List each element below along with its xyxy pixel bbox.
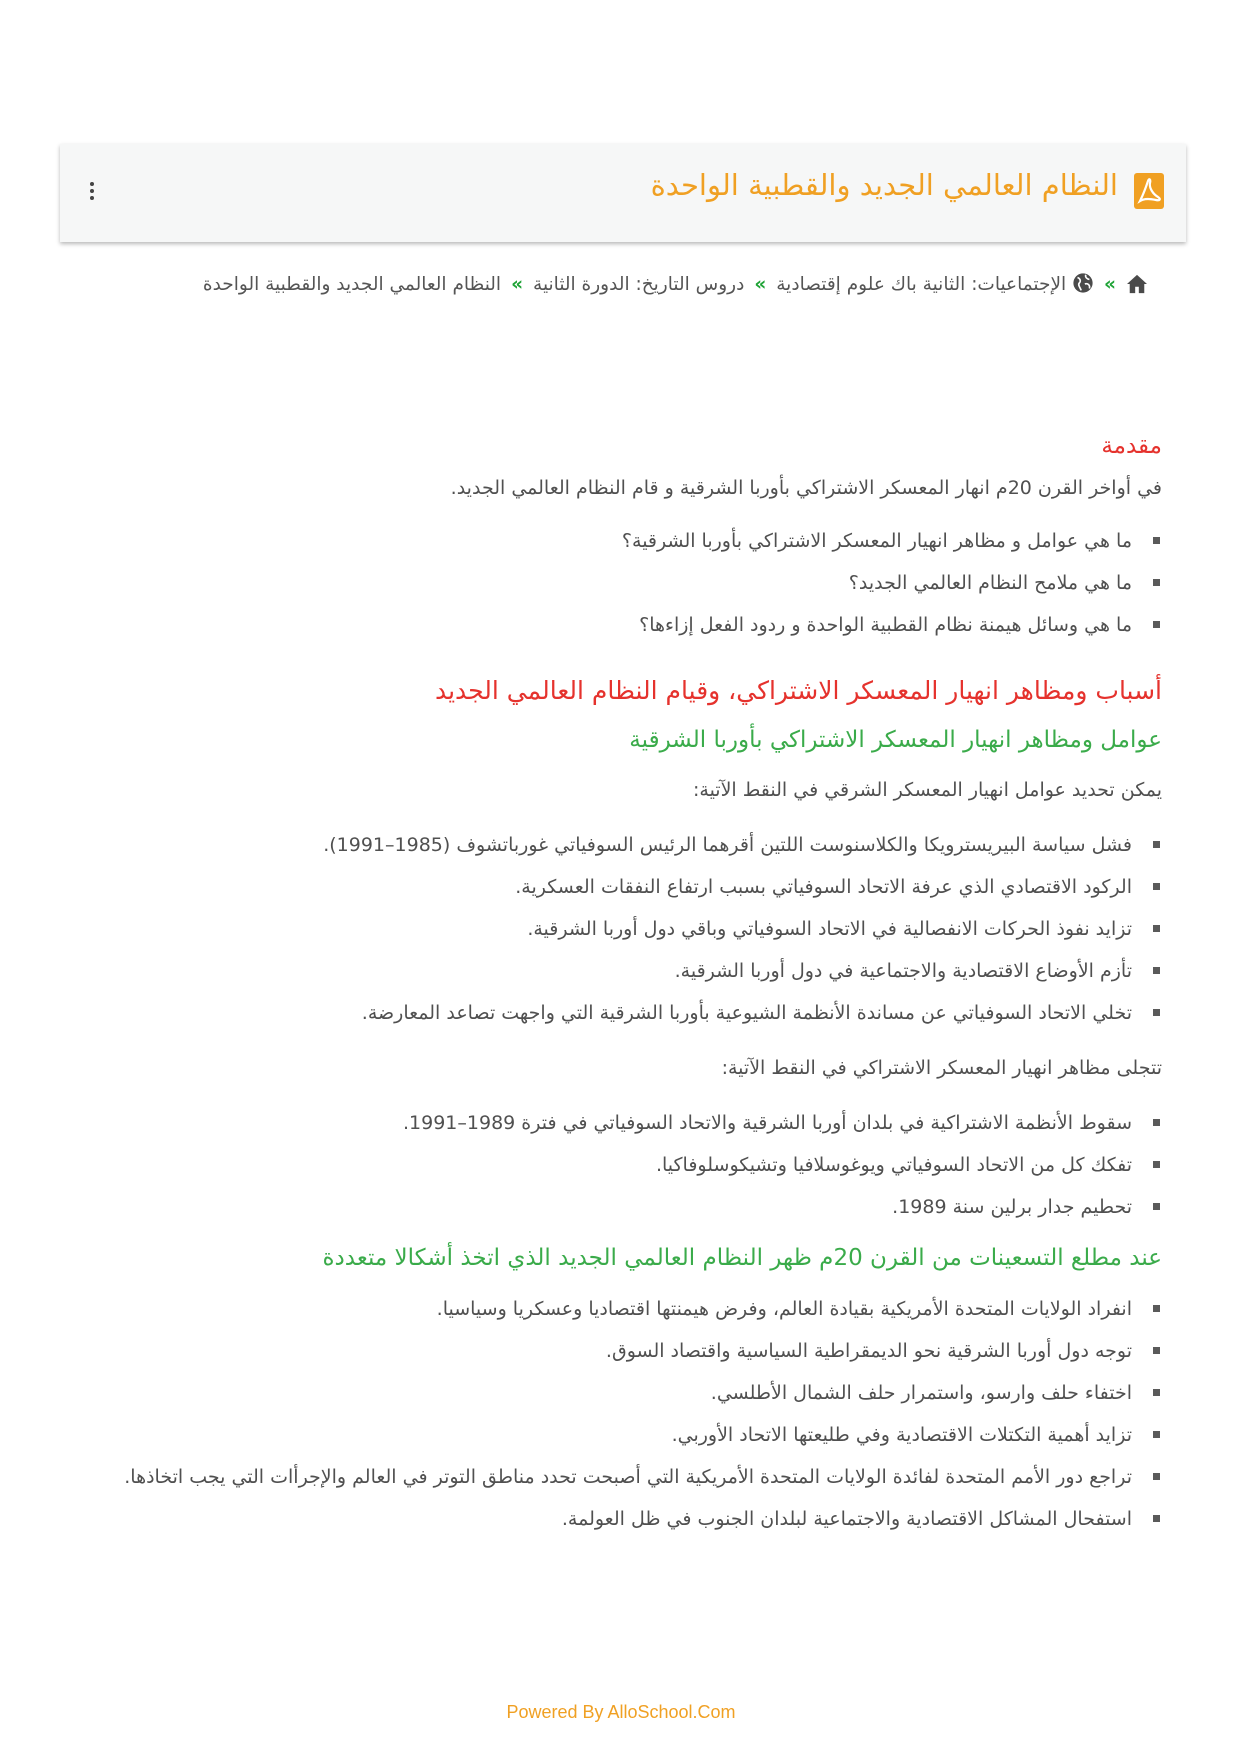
section2-list [77, 1288, 1162, 1540]
breadcrumb-separator: » [1104, 274, 1116, 295]
list-item: تزايد نفوذ الحركات الانفصالية في الاتحاد السوفياتي وباقي دول أوربا الشرقية. [77, 908, 1132, 950]
breadcrumb-item-current: النظام العالمي الجديد والقطبية الواحدة [202, 274, 502, 295]
list-item: توجه دول أوربا الشرقية نحو الديمقراطية السياسية واقتصاد السوق. [77, 1330, 1132, 1372]
list-item: تحطيم جدار برلين سنة 1989. [77, 1186, 1132, 1228]
list-item: فشل سياسة البيريسترويكا والكلاسنوست اللتين أقرهما الرئيس السوفياتي غورباتشوف (1985–1991). [77, 824, 1132, 866]
list-item: سقوط الأنظمة الاشتراكية في بلدان أوربا الشرقية والاتحاد السوفياتي في فترة 1989–1991. [77, 1102, 1132, 1144]
intro-text: في أواخر القرن 20م انهار المعسكر الاشتراكي بأوربا الشرقية و قام النظام العالمي الجديد. [450, 477, 1162, 499]
breadcrumb-separator: » [754, 274, 767, 295]
list-item: تزايد أهمية التكتلات الاقتصادية وفي طليعتها الاتحاد الأوربي. [77, 1414, 1132, 1456]
list-item: الركود الاقتصادي الذي عرفة الاتحاد السوفياتي بسبب ارتفاع النفقات العسكرية. [77, 866, 1132, 908]
list-item: تراجع دور الأمم المتحدة لفائدة الولايات المتحدة الأمريكية التي أصبحت تحدد مناطق التوتر في العالم والإجرأات التي يجب اتخاذها. [77, 1456, 1132, 1498]
list-item: تفكك كل من الاتحاد السوفياتي ويوغوسلافيا وتشيكوسلوفاكيا. [77, 1144, 1132, 1186]
list-item: ما هي ملامح النظام العالمي الجديد؟ [77, 562, 1132, 604]
page-title: النظام العالمي الجديد والقطبية الواحدة [650, 168, 1118, 202]
section2-heading: عند مطلع التسعينات من القرن 20م ظهر النظام العالمي الجديد الذي اتخذ أشكالا متعددة [322, 1245, 1162, 1271]
pdf-icon[interactable] [1134, 173, 1164, 209]
section1-heading: أسباب ومظاهر انهيار المعسكر الاشتراكي، وقيام النظام العالمي الجديد [434, 676, 1162, 705]
more-options-icon[interactable] [88, 182, 96, 204]
page-header [60, 144, 1186, 242]
breadcrumb-separator: » [511, 274, 524, 295]
list-item: ما هي عوامل و مظاهر انهيار المعسكر الاشتراكي بأوربا الشرقية؟ [77, 520, 1132, 562]
intro-questions-list [77, 520, 1162, 646]
list-item: تأزم الأوضاع الاقتصادية والاجتماعية في دول أوربا الشرقية. [77, 950, 1132, 992]
manifestations-intro: تتجلى مظاهر انهيار المعسكر الاشتراكي في النقط الآتية: [721, 1057, 1162, 1079]
list-item: ما هي وسائل هيمنة نظام القطبية الواحدة و ردود الفعل إزاءها؟ [77, 604, 1132, 646]
list-item: تخلي الاتحاد السوفياتي عن مساندة الأنظمة الشيوعية بأوربا الشرقية التي واجهت تصاعد المعارضة. [77, 992, 1132, 1034]
breadcrumb-item-course[interactable]: دروس التاريخ: الدورة الثانية [533, 274, 745, 295]
manifestations-list [77, 1102, 1162, 1228]
factors-intro: يمكن تحديد عوامل انهيار المعسكر الشرقي في النقط الآتية: [692, 779, 1162, 801]
powered-by-link[interactable]: Powered By AlloSchool.Com [506, 1702, 736, 1722]
globe-icon [1072, 272, 1094, 294]
breadcrumb [148, 264, 1148, 306]
intro-heading: مقدمة [1101, 433, 1162, 459]
list-item: استفحال المشاكل الاقتصادية والاجتماعية لبلدان الجنوب في ظل العولمة. [77, 1498, 1132, 1540]
breadcrumb-item-subject[interactable]: الإجتماعيات: الثانية باك علوم إقتصادية [776, 274, 1067, 295]
lesson-content [77, 424, 1162, 1540]
list-item: انفراد الولايات المتحدة الأمريكية بقيادة العالم، وفرض هيمنتها اقتصاديا وعسكريا وسياسيا. [77, 1288, 1132, 1330]
list-item: اختفاء حلف وارسو، واستمرار حلف الشمال الأطلسي. [77, 1372, 1132, 1414]
home-icon[interactable] [1126, 274, 1148, 294]
factors-list [77, 824, 1162, 1034]
section1-subheading: عوامل ومظاهر انهيار المعسكر الاشتراكي بأوربا الشرقية [629, 727, 1162, 753]
